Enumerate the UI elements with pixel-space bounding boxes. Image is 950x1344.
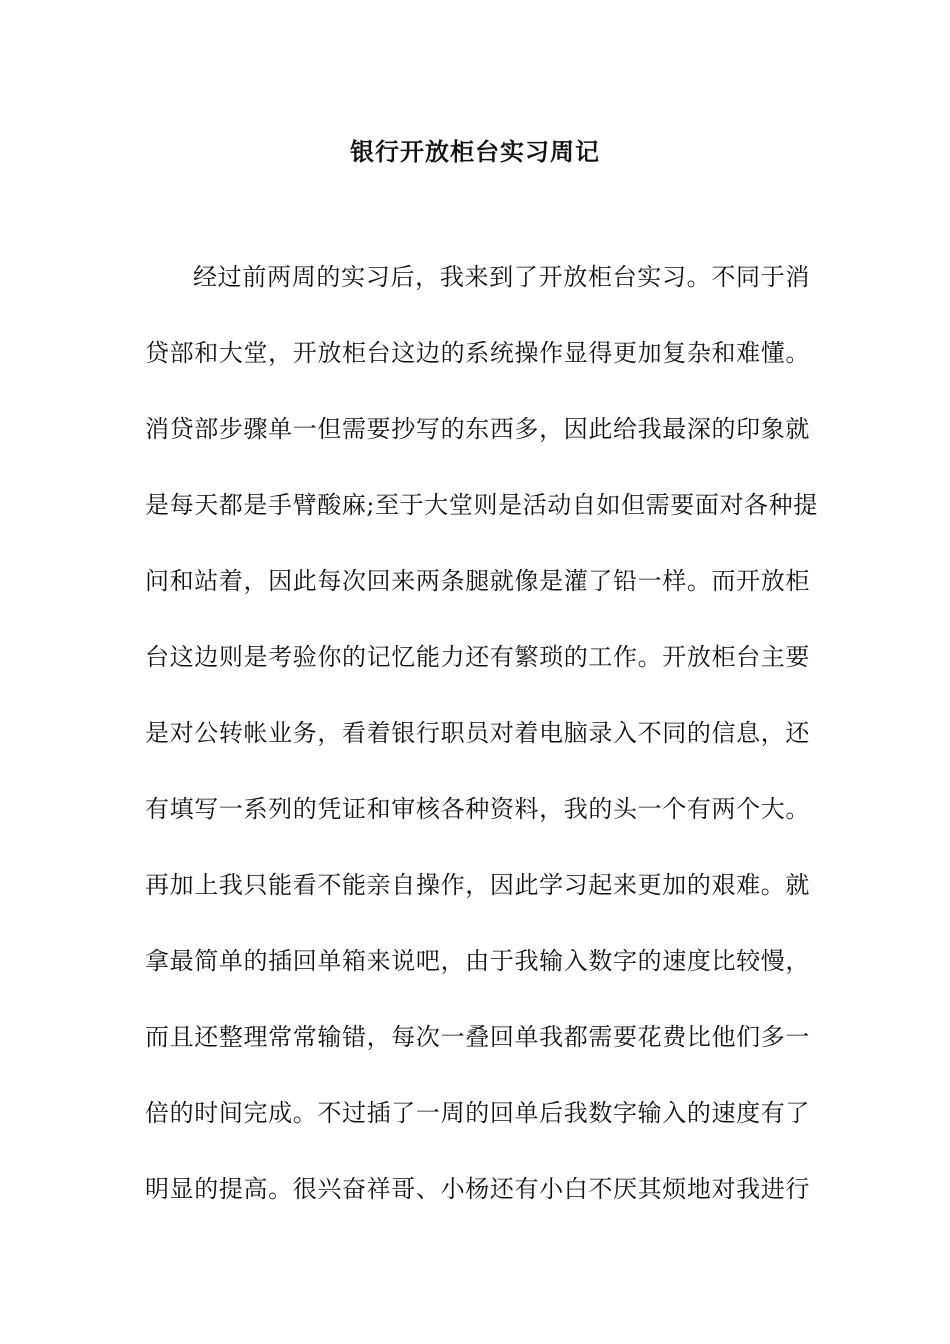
- document-title: 银行开放柜台实习周记: [350, 137, 600, 166]
- paragraph-line: 而且还整理常常输错，每次一叠回单我都需要花费比他们多一: [145, 1023, 810, 1051]
- document-body: [145, 260, 818, 1248]
- paragraph-line: 经过前两周的实习后，我来到了开放柜台实习。不同于消: [193, 263, 810, 291]
- paragraph-line: 倍的时间完成。不过插了一周的回单后我数字输入的速度有了: [145, 1099, 810, 1127]
- paragraph-line: 有填写一系列的凭证和审核各种资料，我的头一个有两个大。: [145, 795, 810, 823]
- paragraph-line: 贷部和大堂，开放柜台这边的系统操作显得更加复杂和难懂。: [145, 339, 810, 367]
- paragraph-line: 明显的提高。很兴奋祥哥、小杨还有小白不厌其烦地对我进行: [145, 1175, 810, 1203]
- paragraph-line: 问和站着，因此每次回来两条腿就像是灌了铅一样。而开放柜: [145, 567, 810, 595]
- paragraph-line: 拿最简单的插回单箱来说吧，由于我输入数字的速度比较慢，: [145, 947, 810, 975]
- paragraph-line: 消贷部步骤单一但需要抄写的东西多，因此给我最深的印象就: [145, 415, 810, 443]
- paragraph-line: 再加上我只能看不能亲自操作，因此学习起来更加的艰难。就: [145, 871, 810, 899]
- paragraph-line: 是对公转帐业务，看着银行职员对着电脑录入不同的信息，还: [145, 719, 810, 747]
- paragraph-line: 台这边则是考验你的记忆能力还有繁琐的工作。开放柜台主要: [145, 643, 810, 671]
- paragraph-line: 是每天都是手臂酸麻;至于大堂则是活动自如但需要面对各种提: [145, 491, 818, 519]
